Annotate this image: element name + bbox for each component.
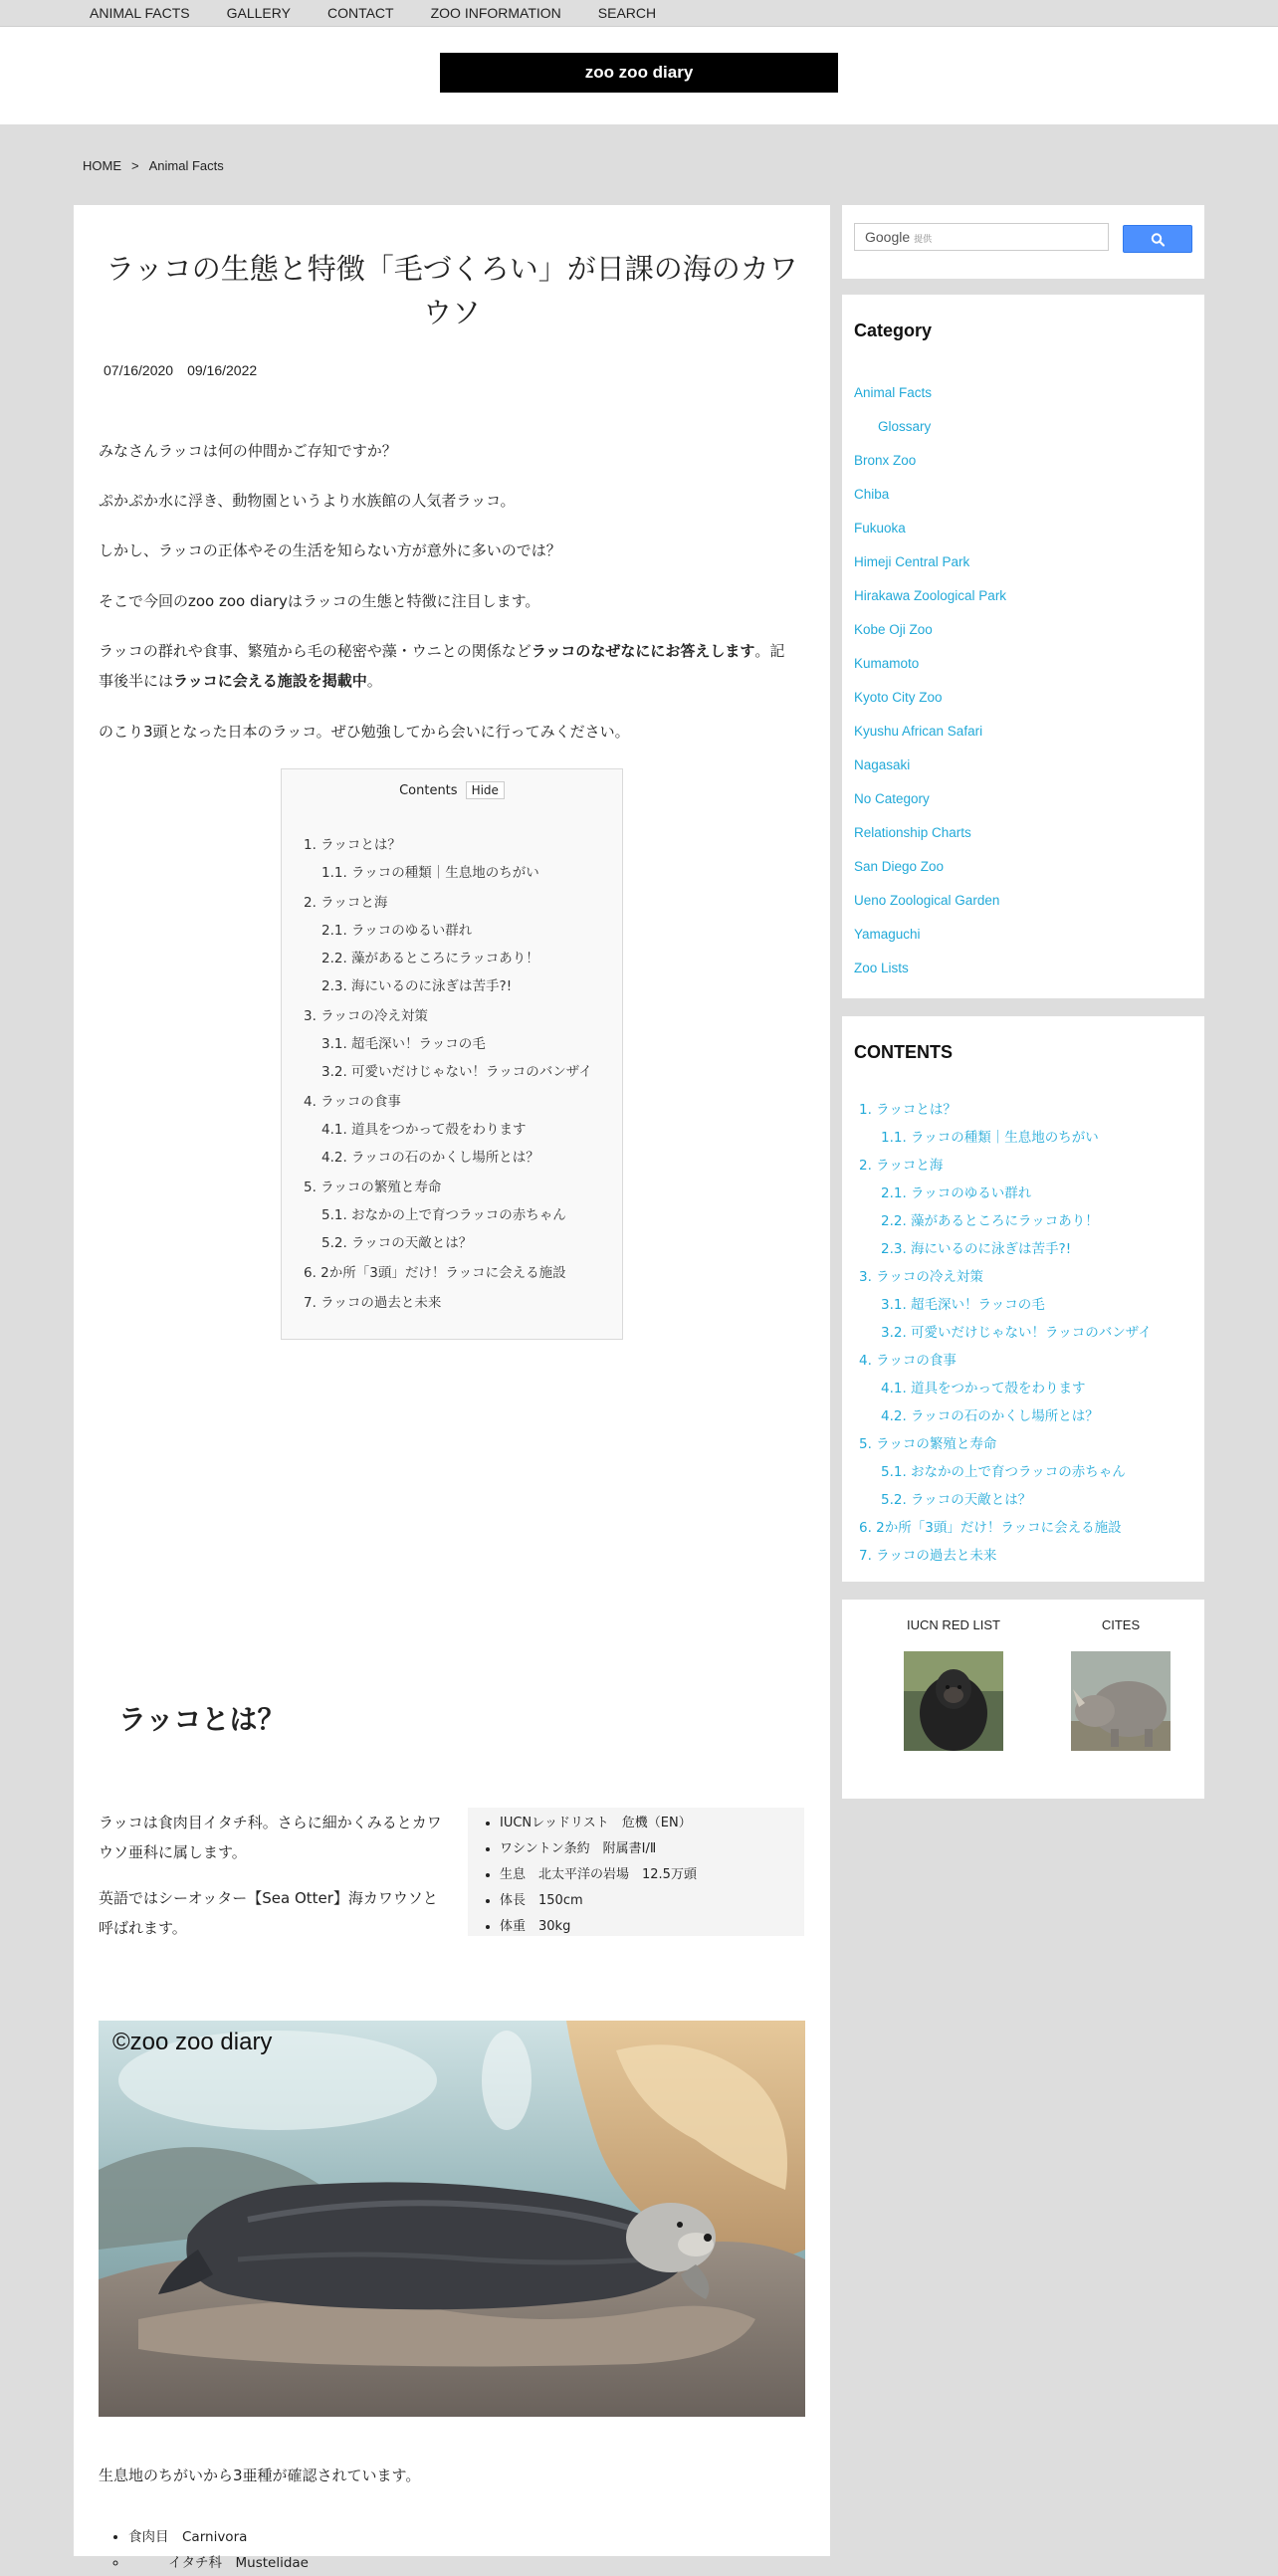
nav-list [0,0,1278,27]
category-link[interactable]: Nagasaki [854,757,911,772]
category-link[interactable]: Chiba [854,487,890,502]
taxonomy-list [128,2524,309,2576]
fact-item: • ワシントン条約 附属書Ⅰ/Ⅱ [500,1836,804,1862]
contents-widget [842,1016,1204,1582]
paragraph-5-part-a: ラッコの群れや食事、繁殖から毛の秘密や藻・ウニとの関係など [99,642,532,660]
toc-item[interactable]: 4. ラッコの食事 [304,1094,401,1110]
toc-item[interactable]: 5.1. おなかの上で育つラッコの赤ちゃん [321,1207,566,1223]
toc-item[interactable]: 4.1. 道具をつかって殻をわります [321,1122,527,1138]
sea-otter-photo [99,2021,805,2417]
contents-link[interactable]: 5.2. ラッコの天敵とは？ [881,1492,1032,1508]
top-navigation [0,0,1278,27]
search-google-label: Google [865,229,911,245]
nav-item[interactable]: ANIMAL FACTS [90,5,190,21]
toc-title: Contents [399,783,458,798]
contents-link[interactable]: 3.1. 超毛深い！ラッコの毛 [881,1297,1045,1313]
fact-item: • IUCNレッドリスト 危機（EN） [500,1811,804,1836]
contents-link[interactable]: 5. ラッコの繁殖と寿命 [859,1436,997,1452]
category-link[interactable]: Kobe Oji Zoo [854,622,933,637]
contents-link[interactable]: 2. ラッコと海 [859,1158,944,1174]
gorilla-thumbnail[interactable] [904,1651,1003,1751]
sea-otter-illustration [99,2021,805,2417]
contents-link[interactable]: 4. ラッコの食事 [859,1353,957,1369]
contents-list [859,1096,1152,1570]
paragraph-1: みなさんラッコは何の仲間かご存知ですか？ [99,442,397,460]
toc-item[interactable]: 4.2. ラッコの石のかくし場所とは？ [321,1150,539,1166]
category-link[interactable]: No Category [854,791,930,806]
subspecies-text: 生息地のちがいから3亜種が確認されています。 [99,2467,421,2484]
taxonomy-family: ◦ イタチ科 Mustelidae [128,2550,309,2576]
paragraph-6: のこり3頭となった日本のラッコ。ぜひ勉強してから会いに行ってみください。 [99,723,630,741]
nav-item[interactable]: SEARCH [597,5,657,21]
category-link[interactable]: Hirakawa Zoological Park [854,588,1007,603]
paragraph-4: そこで今回のzoo zoo diaryはラッコの生態と特徴に注目します。 [99,592,540,610]
category-list [854,376,1006,985]
nav-item[interactable]: GALLERY [226,5,291,21]
paragraph-5-bold-b: ラッコに会える施設を掲載中 [173,672,367,690]
toc-item[interactable]: 3.1. 超毛深い！ラッコの毛 [321,1036,486,1052]
contents-link[interactable]: 2.2. 藻があるところにラッコあり！ [881,1213,1099,1229]
toc-item[interactable]: 1.1. ラッコの種類｜生息地のちがい [321,865,539,881]
search-provider-label: 提供 [914,234,933,244]
breadcrumb-current[interactable]: Animal Facts [148,158,224,173]
contents-link[interactable]: 5.1. おなかの上で育つラッコの赤ちゃん [881,1464,1126,1480]
breadcrumb-home[interactable]: HOME [83,158,121,173]
article-main [74,205,830,2571]
toc-item[interactable]: 3. ラッコの冷え対策 [304,1008,428,1024]
rhino-thumbnail[interactable] [1071,1651,1171,1751]
intro-paragraph-1: ラッコは食肉目イタチ科。さらに細かくみるとカワウソ亜科に属します。 [99,1814,442,1861]
fact-item: • 体長 150cm [500,1888,804,1914]
cites-column [1071,1617,1171,1754]
contents-link[interactable]: 1.1. ラッコの種類｜生息地のちがい [881,1130,1099,1146]
status-links-widget [842,1600,1204,1799]
taxonomy-order: • 食肉目 Carnivora [128,2524,309,2550]
site-logo[interactable]: zoo zoo diary [440,53,838,93]
category-link[interactable]: Zoo Lists [854,961,909,975]
paragraph-5 [99,636,795,696]
contents-link[interactable]: 2.3. 海にいるのに泳ぎは苦手?! [881,1241,1072,1257]
toc-header [282,781,622,799]
contents-link[interactable]: 3.2. 可愛いだけじゃない！ラッコのバンザイ [881,1325,1152,1341]
toc-item[interactable]: 3.2. 可愛いだけじゃない！ラッコのバンザイ [321,1064,592,1080]
category-link[interactable]: Yamaguchi [854,927,921,942]
paragraph-2: ぷかぷか水に浮き、動物園というより水族館の人気者ラッコ。 [99,492,516,510]
contents-link[interactable]: 4.2. ラッコの石のかくし場所とは？ [881,1408,1099,1424]
breadcrumb-separator: > [131,158,139,173]
intro-text [99,1808,447,1959]
iucn-column [904,1617,1003,1754]
search-input[interactable] [854,223,1109,251]
category-link[interactable]: Kyushu African Safari [854,724,983,739]
contents-link[interactable]: 4.1. 道具をつかって殻をわります [881,1381,1086,1396]
toc-item[interactable]: 2.1. ラッコのゆるい群れ [321,923,473,939]
fact-item: • 体重 30kg [500,1914,804,1940]
contents-link[interactable]: 3. ラッコの冷え対策 [859,1269,983,1285]
nav-item[interactable]: ZOO INFORMATION [430,5,561,21]
facts-box [468,1808,804,1936]
category-link[interactable]: Glossary [878,419,932,434]
toc-item[interactable]: 1. ラッコとは？ [304,837,401,853]
breadcrumb [83,158,224,173]
toc-item[interactable]: 5.2. ラッコの天敵とは？ [321,1235,473,1251]
updated-date: 09/16/2022 [187,362,258,378]
category-link[interactable]: Kyoto City Zoo [854,690,943,705]
category-link[interactable]: Animal Facts [854,385,933,400]
toc-hide-button[interactable]: Hide [466,781,505,799]
article-title: ラッコの生態と特徴「毛づくろい」が日課の海のカワウソ [106,252,798,329]
section-title-what-is-otter: ラッコとは？ [118,1703,286,1736]
site-header [0,27,1278,124]
toc-item[interactable]: 2.3. 海にいるのに泳ぎは苦手?! [321,978,513,994]
published-date: 07/16/2020 [104,362,174,378]
photo-watermark: ©zoo zoo diary [112,2029,273,2055]
nav-item[interactable]: CONTACT [326,5,394,21]
category-link[interactable]: Relationship Charts [854,825,971,840]
category-widget [842,295,1204,998]
contents-link[interactable]: 1. ラッコとは？ [859,1102,957,1118]
category-link[interactable]: San Diego Zoo [854,859,945,874]
toc-item[interactable]: 5. ラッコの繁殖と寿命 [304,1180,442,1195]
paragraph-3: しかし、ラッコの正体やその生活を知らない方が意外に多いのでは？ [99,541,561,559]
category-link[interactable]: Bronx Zoo [854,453,917,468]
category-link[interactable]: Fukuoka [854,521,906,536]
toc-item[interactable]: 7. ラッコの過去と未来 [304,1295,442,1311]
iucn-label: IUCN RED LIST [907,1617,1000,1632]
toc-item[interactable]: 6. 2か所「3頭」だけ！ラッコに会える施設 [304,1265,566,1281]
contents-link[interactable]: 7. ラッコの過去と未来 [859,1548,997,1564]
article-dates [104,362,271,378]
intro-paragraph-2: 英語ではシーオッター【Sea Otter】海カワウソと呼ばれます。 [99,1889,438,1937]
toc-item[interactable]: 2.2. 藻があるところにラッコあり！ [321,951,539,966]
search-button[interactable] [1123,225,1192,253]
toc-item[interactable]: 2. ラッコと海 [304,895,388,911]
toc-list [304,829,622,1317]
category-link[interactable]: Ueno Zoological Garden [854,893,1000,908]
search-icon [1124,226,1193,254]
category-title: Category [854,321,933,340]
contents-link[interactable]: 2.1. ラッコのゆるい群れ [881,1185,1032,1201]
cites-label: CITES [1101,1617,1141,1632]
contents-title: CONTENTS [854,1042,953,1062]
category-link[interactable]: Kumamoto [854,656,920,671]
fact-item: • 生息 北太平洋の岩場 12.5万頭 [500,1862,804,1888]
paragraph-5-part-e: 。 [366,672,382,690]
paragraph-5-bold-a: ラッコのなぜなににお答えします [531,642,755,660]
paragraph-5-part-c: 。記事後半には [99,642,785,690]
search-widget [842,205,1204,279]
category-link[interactable]: Himeji Central Park [854,554,970,569]
contents-link[interactable]: 6. 2か所「3頭」だけ！ラッコに会える施設 [859,1520,1122,1536]
table-of-contents [281,768,623,1340]
